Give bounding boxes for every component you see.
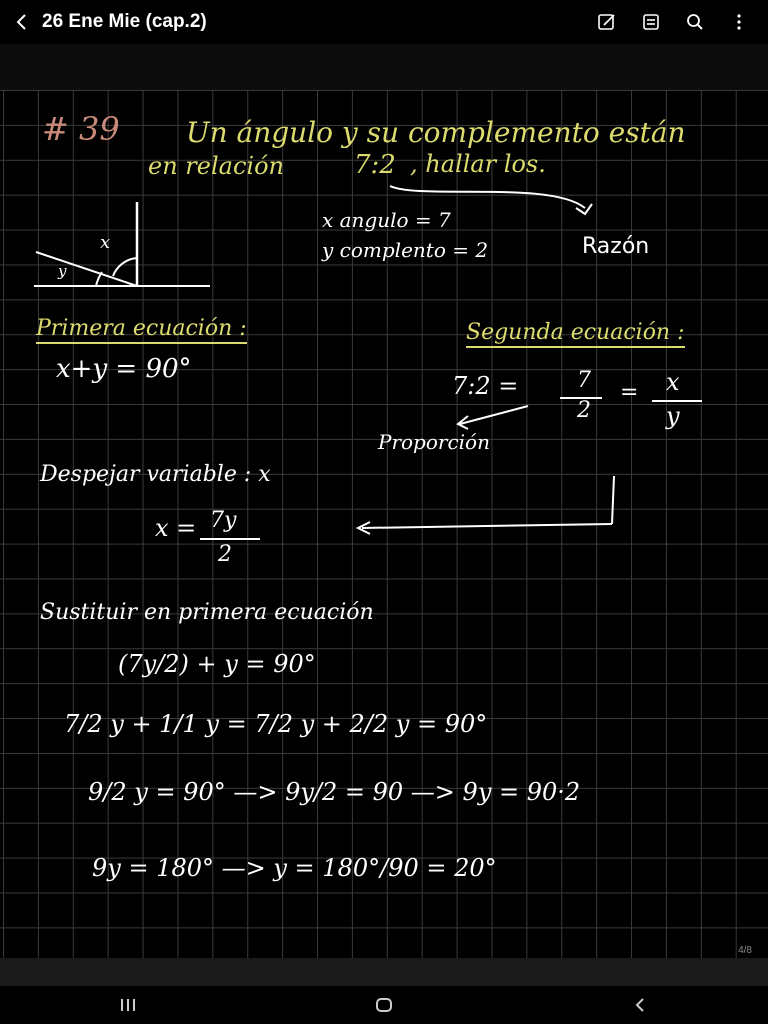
step-1: (7y/2) + y = 90° [118,650,316,678]
chevron-left-icon [15,13,29,31]
sustituir-title: Sustituir en primera ecuación [40,600,374,625]
primera-ecuacion: x+y = 90° [56,354,192,384]
despejar-title: Despejar variable : x [40,462,271,487]
toolbar-strip [0,44,768,90]
edit-button[interactable] [592,7,622,37]
definition-y: y complento = 2 [322,238,489,262]
razon-label: Razón [582,234,650,259]
fraction1-denominator: 2 [577,398,591,423]
primera-ecuacion-title: Primera ecuación : [36,316,247,344]
x-numerator: 7y [210,508,237,533]
segunda-ecuacion-title: Segunda ecuación : [466,320,685,348]
text-format-icon [641,12,661,32]
search-icon [685,12,705,32]
note-title: 26 Ene Mie (cap.2) [42,11,207,32]
bottom-toolbar [0,958,768,986]
fraction-equals: = [620,380,639,405]
step-2: 7/2 y + 1/1 y = 7/2 y + 2/2 y = 90° [64,710,488,738]
segunda-ratio: 7:2 = [452,372,519,400]
step-4: 9y = 180° —> y = 180°/90 = 20° [92,854,497,882]
proporcion-arrow [450,402,535,432]
note-canvas[interactable] [0,90,768,958]
problem-line-2a: en relación [148,152,284,180]
diagram-label-y: y [58,262,67,280]
back-nav-button[interactable] [610,986,670,1024]
fraction2-denominator: y [666,402,680,430]
pen-edit-icon [597,12,617,32]
page-indicator: 4/8 [738,945,752,956]
x-equation: x = [155,514,197,542]
more-button[interactable] [724,7,754,37]
back-nav-icon [634,997,646,1013]
x-fraction-bar [200,538,260,540]
substitution-arrow [350,470,625,540]
back-button[interactable] [0,0,44,44]
problem-line-1: Un ángulo y su complemento están [186,116,686,149]
problem-line-2c: , hallar los. [410,150,546,178]
problem-ratio: 7:2 [354,150,396,180]
fraction2-numerator: x [666,368,680,396]
proporcion-label: Proporción [378,430,490,454]
home-button[interactable] [354,986,414,1024]
step-3: 9/2 y = 90° —> 9y/2 = 90 —> 9y = 90·2 [88,778,581,806]
definition-x: x angulo = 7 [322,208,451,232]
search-button[interactable] [680,7,710,37]
app-bar [0,0,768,44]
system-nav-bar [0,986,768,1024]
home-icon [375,997,393,1013]
format-button[interactable] [636,7,666,37]
problem-number: # 39 [42,110,120,148]
x-denominator: 2 [218,542,232,567]
fraction1-numerator: 7 [577,368,591,393]
recents-button[interactable] [98,986,158,1024]
recents-icon [119,998,137,1012]
toolbar-actions [592,0,754,44]
diagram-label-x: x [100,232,111,253]
more-vertical-icon [736,13,742,31]
angle-diagram [30,200,220,295]
